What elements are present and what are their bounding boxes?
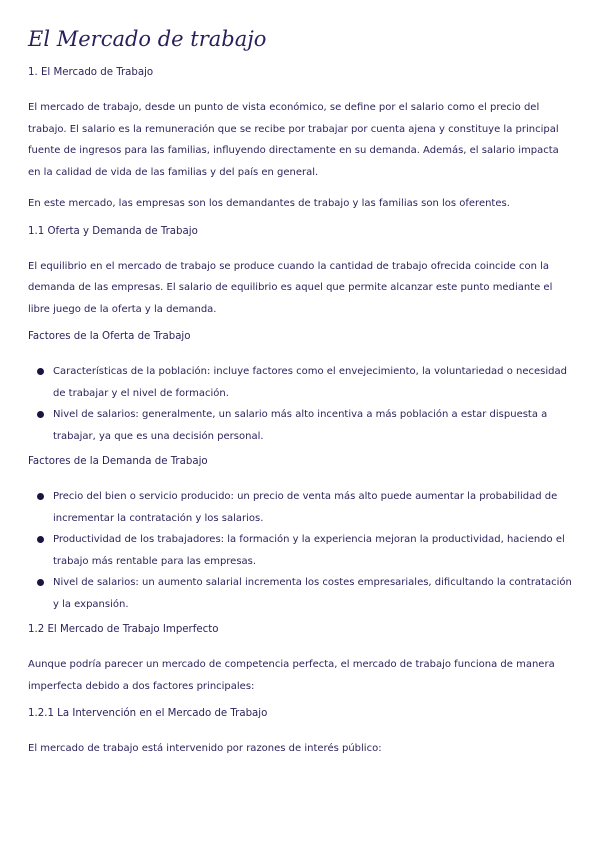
paragraph: El equilibrio en el mercado de trabajo se produce cuando la cantidad de trabajo ofrecida coincide con la demanda de las empresas. El salario de equilibrio es aquel que permite alcanzar este punto mediante el libre juego de la oferta y la demanda. [28,260,553,315]
list-item-text: Productividad de los trabajadores: la formación y la experiencia mejoran la productividad, haciendo el trabajo más rentable para las empresas. [53,534,565,567]
section-mercado-trabajo [28,66,572,215]
list-item [28,361,572,404]
bullet-icon [37,536,44,543]
list-item-text: Características de la población: incluye factores como el envejecimiento, la voluntariedad o necesidad de trabajar y el nivel de formación. [53,366,567,399]
bullet-icon [37,411,44,418]
section-heading: 1. El Mercado de Trabajo [28,67,154,78]
list-item [28,486,572,529]
bullet-list [28,361,572,447]
list-item [28,529,572,572]
section-mercado-imperfecto [28,623,572,697]
list-item-text: Precio del bien o servicio producido: un precio de venta más alto puede aumentar la probabilidad de incrementar la contratación y los salarios. [53,491,558,524]
list-item [28,572,572,615]
section-intervencion [28,707,572,760]
bullet-list [28,486,572,615]
section-heading: Factores de la Oferta de Trabajo [28,331,191,342]
section-factores-demanda [28,455,572,615]
bullet-icon [37,493,44,500]
list-item-text: Nivel de salarios: generalmente, un salario más alto incentiva a más población a estar dispuesta a trabajar, ya que es una decisión personal. [53,409,548,442]
section-heading: Factores de la Demanda de Trabajo [28,456,208,467]
list-item [28,404,572,447]
section-heading: 1.1 Oferta y Demanda de Trabajo [28,225,198,237]
paragraph: Aunque podría parecer un mercado de competencia perfecta, el mercado de trabajo funciona de manera imperfecta debido a dos factores principales: [28,659,555,692]
section-heading: 1.2 El Mercado de Trabajo Imperfecto [28,624,219,635]
bullet-icon [37,368,44,375]
paragraph: En este mercado, las empresas son los demandantes de trabajo y las familias son los oferentes. [28,198,510,209]
section-heading: 1.2.1 La Intervención en el Mercado de Trabajo [28,708,268,719]
document-title: El Mercado de trabajo [28,27,267,51]
section-factores-oferta [28,330,572,447]
section-oferta-demanda [28,225,572,321]
paragraph: El mercado de trabajo, desde un punto de vista económico, se define por el salario como el precio del trabajo. El salario es la remuneración que se recibe por trabajar por cuenta ajena y constituye la principal fuente de ingresos para las familias, influyendo directamente en su demanda. Además, el salario impacta en la calidad de vida de las familias y del país en general. [28,102,559,178]
list-item-text: Nivel de salarios: un aumento salarial incrementa los costes empresariales, dificultando la contratación y la expansión. [53,577,572,610]
bullet-icon [37,579,44,586]
paragraph: El mercado de trabajo está intervenido por razones de interés público: [28,743,382,754]
